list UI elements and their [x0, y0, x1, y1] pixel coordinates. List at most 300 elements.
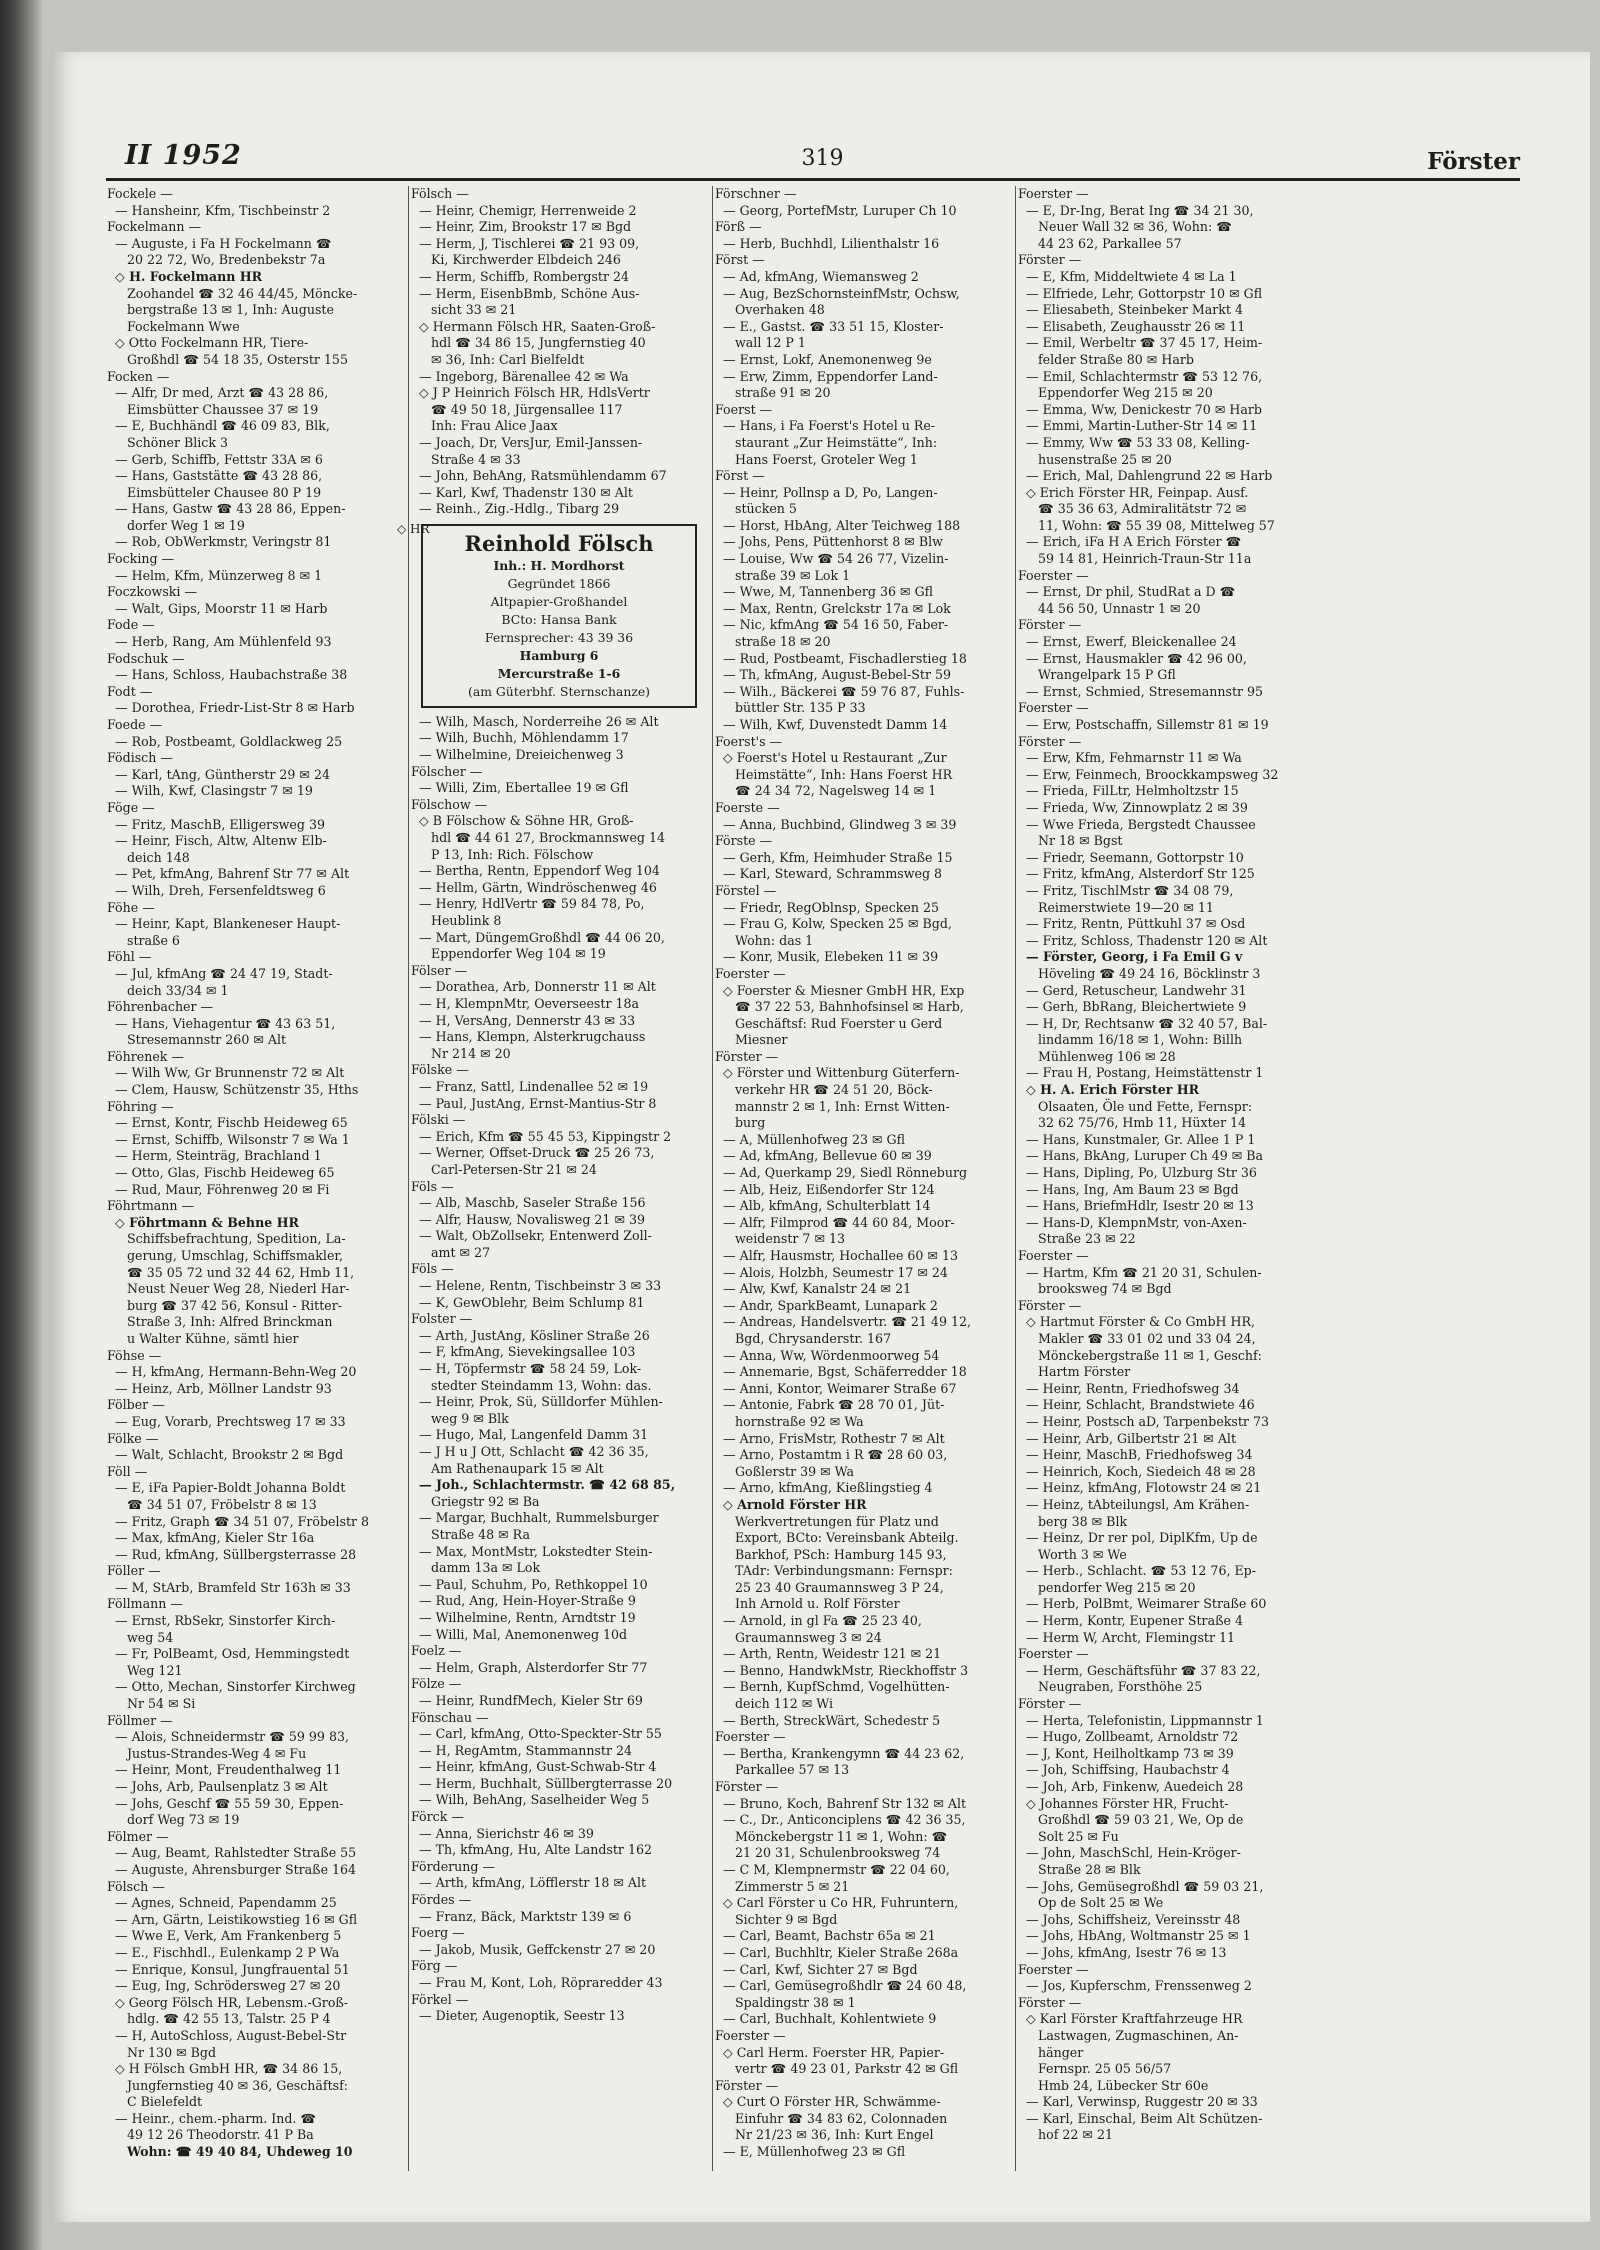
directory-entry: — Hugo, Mal, Langenfeld Damm 31 — [419, 1427, 649, 1443]
entry-continuation: 32 62 75/76, Hmb 11, Hüxter 14 — [1038, 1115, 1247, 1131]
directory-entry: — Johs, kfmAng, Isestr 76 ✉ 13 — [1026, 1944, 1227, 1960]
directory-entry: — Joh., Schlachtermstr. ☎ 42 68 85, — [419, 1477, 676, 1493]
directory-entry: — Hans, BriefmHdlr, Isestr 20 ✉ 13 — [1026, 1198, 1254, 1214]
directory-entry: — Fr, PolBeamt, Osd, Hemmingstedt — [115, 1646, 350, 1662]
directory-entry: — Erw, Postschaffn, Sillemstr 81 ✉ 19 — [1026, 717, 1269, 732]
entry-continuation: Solt 25 ✉ Fu — [1038, 1828, 1119, 1844]
surname-heading: Föhrenek — — [107, 1048, 185, 1064]
directory-entry: — H, kfmAng, Hermann-Behn-Weg 20 — [115, 1364, 357, 1380]
entry-continuation: hdl ☎ 44 61 27, Brockmannsweg 14 — [431, 830, 665, 846]
surname-heading: Foerster — — [1018, 1646, 1089, 1662]
directory-entry: ◇ H. Fockelmann HR — [115, 268, 263, 284]
entry-continuation: Hans Foerst, Groteler Weg 1 — [735, 451, 918, 467]
directory-entry: — Joach, Dr, VersJur, Emil-Janssen- — [419, 434, 643, 450]
entry-continuation: brooksweg 74 ✉ Bgd — [1038, 1281, 1172, 1297]
directory-entry: ◇ J P Heinrich Fölsch HR, HdlsVertr — [419, 385, 650, 401]
directory-entry: — Walt, Gips, Moorstr 11 ✉ Harb — [115, 600, 328, 616]
directory-entry: — Heinr, Prok, Sü, Sülldorfer Mühlen- — [419, 1394, 663, 1410]
directory-entry: — Alfr, Dr med, Arzt ☎ 43 28 86, — [115, 385, 329, 401]
directory-entry: — Karl, Verwinsp, Ruggestr 20 ✉ 33 — [1026, 2094, 1258, 2110]
entry-continuation: Fockelmann Wwe — [127, 318, 240, 334]
entry-continuation: hornstraße 92 ✉ Wa — [735, 1413, 864, 1429]
surname-heading: Fölsch — — [107, 1878, 165, 1894]
directory-entry: — Clem, Hausw, Schützenstr 35, Hths — [115, 1082, 359, 1098]
directory-entry: — Johs, Schiffsheiz, Vereinsstr 48 — [1026, 1911, 1241, 1927]
directory-entry: — Elisabeth, Zeughausstr 26 ✉ 11 — [1026, 318, 1246, 334]
directory-entry: — E, Buchhändl ☎ 46 09 83, Blk, — [115, 418, 330, 434]
entry-continuation: Einfuhr ☎ 34 83 62, Colonnaden — [735, 2110, 948, 2126]
directory-entry: — Ad, kfmAng, Wiemansweg 2 — [723, 268, 919, 284]
entry-continuation: Nr 54 ✉ Si — [127, 1696, 196, 1712]
directory-entry: — Arth, Rentn, Weidestr 121 ✉ 21 — [723, 1646, 942, 1662]
directory-entry: — Emmi, Martin-Luther-Str 14 ✉ 11 — [1026, 418, 1258, 434]
surname-heading: Förschner — — [715, 186, 797, 201]
entry-continuation: Graumannsweg 3 ✉ 24 — [735, 1629, 882, 1645]
directory-entry: — E, Kfm, Middeltwiete 4 ✉ La 1 — [1026, 268, 1237, 284]
entry-continuation: Justus-Strandes-Weg 4 ✉ Fu — [127, 1745, 307, 1761]
directory-entry: — Otto, Mechan, Sinstorfer Kirchweg — [115, 1679, 356, 1695]
directory-entry: — Benno, HandwkMstr, Rieckhoffstr 3 — [723, 1662, 969, 1678]
directory-entry: — Wilh, Buchh, Möhlendamm 17 — [419, 730, 629, 746]
directory-entry: — Georg, PortefMstr, Luruper Ch 10 — [723, 202, 957, 218]
entry-continuation: Carl-Petersen-Str 21 ✉ 24 — [431, 1161, 597, 1177]
directory-entry: — Friedr, Seemann, Gottorpstr 10 — [1026, 849, 1244, 865]
entry-continuation: Griegstr 92 ✉ Ba — [431, 1493, 540, 1509]
surname-heading: Förster — — [715, 1048, 779, 1064]
directory-entry: — Wilh, Kwf, Duvenstedt Damm 14 — [723, 717, 948, 732]
directory-column-4 — [1018, 186, 1312, 2161]
directory-entry: — Hans, Gaststätte ☎ 43 28 86, — [115, 468, 323, 484]
directory-entry: — Ingeborg, Bärenallee 42 ✉ Wa — [419, 368, 629, 384]
directory-entry: — Fritz, Schloss, Thadenstr 120 ✉ Alt — [1026, 932, 1268, 948]
directory-entry: — Heinrich, Koch, Siedeich 48 ✉ 28 — [1026, 1463, 1256, 1479]
entry-continuation: Nr 214 ✉ 20 — [431, 1045, 511, 1061]
surname-heading: Föllmer — — [107, 1712, 173, 1728]
entry-continuation: ☎ 35 05 72 und 32 44 62, Hmb 11, — [127, 1264, 355, 1280]
entry-continuation: Hmb 24, Lübecker Str 60e — [1038, 2077, 1209, 2093]
entry-continuation: C Bielefeldt — [127, 2094, 203, 2110]
advert-bank: BCto: Hansa Bank — [501, 611, 617, 627]
directory-entry: — Bruno, Koch, Bahrenf Str 132 ✉ Alt — [723, 1795, 967, 1811]
directory-entry: — Alw, Kwf, Kanalstr 24 ✉ 21 — [723, 1281, 912, 1297]
directory-entry: — Fritz, Graph ☎ 34 51 07, Fröbelstr 8 — [115, 1513, 370, 1529]
surname-heading: Föhe — — [107, 899, 155, 915]
surname-heading: Förster — — [1018, 617, 1082, 633]
directory-entry: — Heinr, Chemigr, Herrenweide 2 — [419, 202, 637, 218]
directory-entry: — Johs, Arb, Paulsenplatz 3 ✉ Alt — [115, 1779, 328, 1794]
surname-heading: Förster — — [1018, 1994, 1082, 2010]
directory-entry: — J, Kont, Heilholtkamp 73 ✉ 39 — [1026, 1745, 1234, 1761]
entry-continuation: straße 18 ✉ 20 — [735, 634, 831, 650]
directory-entry: ◇ Carl Förster u Co HR, Fuhruntern, — [723, 1895, 959, 1911]
surname-heading: Föls — — [411, 1261, 454, 1277]
entry-continuation: deich 33/34 ✉ 1 — [127, 982, 229, 998]
directory-entry: — Wwe E, Verk, Am Frankenberg 5 — [115, 1928, 342, 1944]
directory-entry: — Helm, Kfm, Münzerweg 8 ✉ 1 — [115, 567, 323, 583]
directory-entry: — Herm W, Archt, Flemingstr 11 — [1026, 1629, 1236, 1645]
advert-note: (am Güterbhf. Sternschanze) — [468, 683, 650, 699]
directory-entry: — Heinz, tAbteilungsl, Am Krähen- — [1026, 1496, 1250, 1512]
page-header — [125, 140, 1520, 180]
directory-entry: — Jakob, Musik, Geffckenstr 27 ✉ 20 — [419, 1941, 656, 1957]
directory-entry: — Hans, i Fa Foerst's Hotel u Re- — [723, 418, 936, 434]
directory-entry: — Carl, Buchhalt, Kohlentwiete 9 — [723, 2011, 937, 2027]
directory-entry: — Rud, Maur, Föhrenweg 20 ✉ Fi — [115, 1181, 330, 1197]
directory-entry: — Herb., Schlacht. ☎ 53 12 76, Ep- — [1026, 1563, 1256, 1579]
entry-continuation: Parkallee 57 ✉ 13 — [735, 1762, 850, 1778]
directory-entry: — H, Töpfermstr ☎ 58 24 59, Lok- — [419, 1361, 642, 1377]
directory-entry: — Wilh, Masch, Norderreihe 26 ✉ Alt — [419, 713, 659, 729]
directory-entry: — Arno, FrisMstr, Rothestr 7 ✉ Alt — [723, 1430, 945, 1446]
directory-entry: — Bernh, KupfSchmd, Vogelhütten- — [723, 1679, 950, 1695]
directory-entry: — H, AutoSchloss, August-Bebel-Str — [115, 2027, 347, 2043]
entry-continuation: husenstraße 25 ✉ 20 — [1038, 451, 1172, 467]
entry-continuation: verkehr HR ☎ 24 51 20, Böck- — [735, 1082, 933, 1098]
directory-entry: — Konr, Musik, Elebeken 11 ✉ 39 — [723, 949, 939, 965]
entry-continuation: weg 9 ✉ Blk — [431, 1410, 509, 1426]
directory-entry: — E, Dr-Ing, Berat Ing ☎ 34 21 30, — [1026, 202, 1254, 218]
directory-entry: — Alb, Maschb, Saseler Straße 156 — [419, 1195, 646, 1211]
directory-entry: — Andreas, Handelsvertr. ☎ 21 49 12, — [723, 1314, 971, 1330]
surname-heading: Foerster — — [715, 965, 786, 981]
advert-company-name: Reinhold Fölsch — [464, 530, 654, 556]
directory-entry: — Herb, Rang, Am Mühlenfeld 93 — [115, 634, 332, 650]
surname-heading: Förderung — — [411, 1858, 496, 1874]
directory-entry: — Gerb, Schiffb, Fettstr 33A ✉ 6 — [115, 451, 323, 467]
directory-entry: — Auguste, i Fa H Fockelmann ☎ — [115, 235, 332, 251]
entry-continuation: 20 22 72, Wo, Bredenbekstr 7a — [127, 252, 326, 268]
advert-city: Hamburg 6 — [519, 647, 599, 663]
entry-continuation: Sichter 9 ✉ Bgd — [735, 1911, 838, 1927]
surname-heading: Föhl — — [107, 949, 152, 965]
directory-entry: — Heinz, Dr rer pol, DiplKfm, Up de — [1026, 1530, 1258, 1546]
directory-entry: — Emil, Werbeltr ☎ 37 45 17, Heim- — [1026, 335, 1263, 351]
directory-entry: — Frau G, Kolw, Specken 25 ✉ Bgd, — [723, 916, 952, 932]
directory-entry: — Alb, Heiz, Eißendorfer Str 124 — [723, 1181, 935, 1197]
entry-continuation: Barkhof, PSch: Hamburg 145 93, — [735, 1546, 947, 1562]
entry-continuation: Mühlenweg 106 ✉ 28 — [1038, 1048, 1176, 1064]
surname-heading: Förster — — [715, 2077, 779, 2093]
entry-continuation: Wrangelpark 15 P Gfl — [1038, 667, 1176, 683]
directory-entry: — Karl, Steward, Schrammsweg 8 — [723, 866, 943, 882]
entry-continuation: stedter Steindamm 13, Wohn: das. — [431, 1377, 652, 1393]
surname-heading: Förck — — [411, 1809, 464, 1825]
surname-heading: Förster — — [715, 1779, 779, 1794]
surname-heading: Foczkowski — — [107, 584, 198, 600]
directory-entry: — Heinr, Pollnsp a D, Po, Langen- — [723, 484, 938, 500]
entry-continuation: dorfer Weg 1 ✉ 19 — [127, 517, 245, 533]
directory-entry: — K, GewOblehr, Beim Schlump 81 — [419, 1294, 645, 1310]
directory-entry: — Ernst, Lokf, Anemonenweg 9e — [723, 351, 932, 367]
directory-entry: — Jos, Kupferschm, Frenssenweg 2 — [1026, 1978, 1252, 1994]
directory-entry: — Rud, Ang, Hein-Hoyer-Straße 9 — [419, 1593, 636, 1609]
directory-entry: — Heinr, Rentn, Friedhofsweg 34 — [1026, 1380, 1240, 1396]
directory-entry: — Alois, Schneidermstr ☎ 59 99 83, — [115, 1729, 349, 1745]
surname-heading: Fölmer — — [107, 1828, 169, 1844]
surname-heading: Foerster — — [1018, 186, 1089, 201]
surname-heading: Först — — [715, 252, 765, 268]
entry-continuation: ☎ 24 34 72, Nagelsweg 14 ✉ 1 — [735, 783, 937, 799]
advert-owner: Inh.: H. Mordhorst — [493, 557, 625, 573]
directory-entry: — Wilhelmine, Rentn, Arndtstr 19 — [419, 1609, 636, 1625]
entry-continuation: dorf Weg 73 ✉ 19 — [127, 1812, 240, 1828]
directory-entry: — Wilh, Dreh, Fersenfeldtsweg 6 — [115, 882, 326, 898]
entry-continuation: Inh Arnold u. Rolf Förster — [735, 1596, 900, 1612]
entry-continuation: 21 20 31, Schulenbrooksweg 74 — [735, 1845, 941, 1861]
entry-continuation: Heimstätte“, Inh: Hans Foerst HR — [735, 766, 953, 782]
directory-entry: — Andr, SparkBeamt, Lunapark 2 — [723, 1297, 938, 1313]
surname-heading: Fodt — — [107, 683, 153, 699]
directory-entry: — Reinh., Zig.-Hdlg., Tibarg 29 — [419, 501, 620, 517]
directory-column-1 — [107, 186, 401, 2161]
surname-heading: Foede — — [107, 717, 163, 732]
directory-entry: — M, StArb, Bramfeld Str 163h ✉ 33 — [115, 1579, 351, 1595]
directory-entry: — John, BehAng, Ratsmühlendamm 67 — [419, 468, 667, 484]
surname-heading: Foerster — — [1018, 567, 1089, 583]
entry-continuation: felder Straße 80 ✉ Harb — [1038, 351, 1194, 367]
surname-heading: Fockele — — [107, 186, 173, 201]
directory-entry: — Hansheinr, Kfm, Tischbeinstr 2 — [115, 202, 331, 218]
directory-entry: — Carl, Beamt, Bachstr 65a ✉ 21 — [723, 1928, 936, 1944]
directory-entry: — Bertha, Krankengymn ☎ 44 23 62, — [723, 1745, 965, 1761]
directory-entry: — Johs, Geschf ☎ 55 59 30, Eppen- — [115, 1795, 344, 1811]
directory-entry: — Willi, Mal, Anemonenweg 10d — [419, 1626, 628, 1642]
directory-entry: — Herm, Kontr, Eupener Straße 4 — [1026, 1613, 1243, 1629]
directory-entry: — Rud, kfmAng, Süllbergsterrasse 28 — [115, 1546, 357, 1562]
surname-heading: Foerster — — [1018, 1961, 1089, 1977]
directory-entry: — F, kfmAng, Sievekingsallee 103 — [419, 1344, 636, 1360]
directory-entry: — Ernst, Hausmakler ☎ 42 96 00, — [1026, 650, 1247, 666]
surname-heading: Fode — — [107, 617, 155, 633]
entry-continuation: lindamm 16/18 ✉ 1, Wohn: Billh — [1038, 1032, 1243, 1048]
directory-entry: — Alfr, Hausmstr, Hochallee 60 ✉ 13 — [723, 1248, 959, 1263]
directory-entry: — Hans, BkAng, Luruper Ch 49 ✉ Ba — [1026, 1148, 1264, 1164]
surname-heading: Foerster — — [1018, 1248, 1089, 1263]
entry-continuation: Wohn: ☎ 49 40 84, Uhdeweg 10 — [127, 2144, 353, 2160]
entry-continuation: ✉ 36, Inh: Carl Bielfeldt — [431, 351, 585, 367]
directory-entry: — Frau H, Postang, Heimstättenstr 1 — [1026, 1065, 1264, 1081]
directory-column-3 — [715, 186, 1009, 2161]
entry-continuation: weg 54 — [127, 1629, 174, 1645]
entry-continuation: u Walter Kühne, sämtl hier — [127, 1330, 299, 1346]
directory-entry: — Fritz, MaschB, Elligersweg 39 — [115, 816, 325, 832]
directory-entry: — Arno, kfmAng, Kießlingstieg 4 — [723, 1480, 933, 1496]
surname-heading: Fölschow — — [411, 796, 488, 812]
entry-continuation: wall 12 P 1 — [735, 335, 806, 351]
directory-entry: ◇ Johannes Förster HR, Frucht- — [1026, 1795, 1229, 1811]
entry-continuation: burg — [735, 1115, 766, 1131]
advert-street: Mercurstraße 1-6 — [497, 665, 621, 681]
directory-entry: — Paul, Schuhm, Po, Rethkoppel 10 — [419, 1576, 648, 1592]
surname-heading: Förstel — — [715, 882, 777, 898]
entry-continuation: Weg 121 — [127, 1662, 183, 1678]
entry-continuation: Zimmerstr 5 ✉ 21 — [735, 1878, 850, 1894]
surname-heading: Föls — — [411, 1178, 454, 1194]
entry-continuation: Neugraben, Forsthöhe 25 — [1038, 1679, 1203, 1695]
directory-entry: — Alfr, Hausw, Novalisweg 21 ✉ 39 — [419, 1211, 646, 1227]
advert-founded: Gegründet 1866 — [507, 575, 611, 591]
directory-entry: — Friedr, RegOblnsp, Specken 25 — [723, 899, 940, 915]
directory-entry: — Herm, Schiffb, Rombergstr 24 — [419, 268, 630, 284]
directory-entry: — Carl, Gemüsegroßhdlr ☎ 24 60 48, — [723, 1978, 967, 1994]
entry-continuation: straße 6 — [127, 932, 180, 948]
directory-entry: ◇ Arnold Förster HR — [723, 1496, 867, 1512]
directory-entry: — Erw, Feinmech, Broockkampsweg 32 — [1026, 766, 1279, 782]
directory-entry: — Erich, iFa H A Erich Förster ☎ — [1026, 534, 1242, 550]
entry-continuation: 44 23 62, Parkallee 57 — [1038, 235, 1182, 251]
directory-entry: — Mart, DüngemGroßhdl ☎ 44 06 20, — [419, 929, 665, 945]
directory-entry: — Hans, Gastw ☎ 43 28 86, Eppen- — [115, 501, 346, 517]
directory-entry: — Wwe Frieda, Bergstedt Chaussee — [1026, 816, 1256, 832]
directory-entry: — Margar, Buchhalt, Rummelsburger — [419, 1510, 659, 1526]
directory-entry: — Ernst, Schiffb, Wilsonstr 7 ✉ Wa 1 — [115, 1131, 350, 1147]
surname-heading: Föhrenbacher — — [107, 999, 214, 1015]
entry-continuation: Worth 3 ✉ We — [1038, 1546, 1127, 1562]
directory-entry: — Erich, Mal, Dahlengrund 22 ✉ Harb — [1026, 468, 1273, 484]
directory-entry: — Fritz, Rentn, Püttkuhl 37 ✉ Osd — [1026, 916, 1246, 932]
directory-entry: — Karl, Einschal, Beim Alt Schützen- — [1026, 2110, 1263, 2126]
directory-entry: ◇ H. A. Erich Förster HR — [1026, 1082, 1200, 1098]
directory-entry: — Ad, Querkamp 29, Siedl Rönneburg — [723, 1165, 968, 1181]
directory-entry: — Elfriede, Lehr, Gottorpstr 10 ✉ Gfl — [1026, 285, 1263, 301]
entry-continuation: Geschäftsf: Rud Foerster u Gerd — [735, 1015, 943, 1031]
entry-continuation: Schiffsbefrachtung, Spedition, La- — [127, 1231, 346, 1247]
directory-entry: — Heinz, kfmAng, Flotowstr 24 ✉ 21 — [1026, 1480, 1262, 1496]
surname-heading: Förster — — [1018, 252, 1082, 268]
header-rule — [106, 178, 1520, 181]
directory-entry: — Heinr, Postsch aD, Tarpenbekstr 73 — [1026, 1413, 1269, 1429]
entry-continuation: stücken 5 — [735, 501, 797, 517]
directory-entry: — Eug, Vorarb, Prechtsweg 17 ✉ 33 — [115, 1413, 346, 1429]
entry-continuation: 44 56 50, Unnastr 1 ✉ 20 — [1038, 600, 1201, 616]
directory-entry: — Arnold, in gl Fa ☎ 25 23 40, — [723, 1613, 922, 1629]
surname-heading: Förster — — [1018, 1297, 1082, 1313]
directory-entry: — Wilh, BehAng, Saselheider Weg 5 — [419, 1792, 650, 1808]
directory-entry: — Franz, Sattl, Lindenallee 52 ✉ 19 — [419, 1078, 649, 1094]
entry-continuation: burg ☎ 37 42 56, Konsul - Ritter- — [127, 1297, 343, 1313]
entry-continuation: bergstraße 13 ✉ 1, Inh: Auguste — [127, 302, 334, 318]
entry-continuation: Höveling ☎ 49 24 16, Böcklinstr 3 — [1038, 965, 1261, 981]
surname-heading: Förß — — [715, 219, 762, 235]
directory-entry: — Emil, Schlachtermstr ☎ 53 12 76, — [1026, 368, 1263, 384]
entry-continuation: hänger — [1038, 2044, 1084, 2060]
surname-heading: Föhring — — [107, 1098, 174, 1114]
directory-entry: ◇ Foerst's Hotel u Restaurant „Zur — [723, 750, 947, 766]
surname-heading: Förster — — [1018, 733, 1082, 749]
directory-entry: — Paul, JustAng, Ernst-Mantius-Str 8 — [419, 1095, 657, 1111]
directory-entry: ◇ Foerster & Miesner GmbH HR, Exp — [723, 982, 965, 998]
directory-entry: — Arn, Gärtn, Leistikowstieg 16 ✉ Gfl — [115, 1911, 358, 1927]
directory-entry: — Ernst, Kontr, Fischb Heideweg 65 — [115, 1115, 348, 1131]
volume-label: II 1952 — [125, 140, 242, 171]
directory-entry: — Carl, Buchhltr, Kieler Straße 268a — [723, 1944, 959, 1960]
directory-entry: — Herta, Telefonistin, Lippmannstr 1 — [1026, 1712, 1264, 1728]
directory-entry: — Anna, Sierichstr 46 ✉ 39 — [419, 1825, 594, 1841]
surname-heading: Förste — — [715, 833, 773, 849]
entry-continuation: 59 14 81, Heinrich-Traun-Str 11a — [1038, 551, 1252, 567]
directory-entry: — E, Müllenhofweg 23 ✉ Gfl — [723, 2144, 906, 2160]
directory-entry: — Henry, HdlVertr ☎ 59 84 78, Po, — [419, 896, 645, 912]
directory-entry: ◇ Karl Förster Kraftfahrzeuge HR — [1026, 2011, 1243, 2027]
entry-continuation: Nr 130 ✉ Bgd — [127, 2044, 217, 2060]
directory-entry: — Wilh., Bäckerei ☎ 59 76 87, Fuhls- — [723, 683, 965, 699]
entry-continuation: straße 39 ✉ Lok 1 — [735, 567, 851, 583]
directory-entry: — Aug, BezSchornsteinfMstr, Ochsw, — [723, 285, 960, 301]
directory-entry: — Nic, kfmAng ☎ 54 16 50, Faber- — [723, 617, 949, 633]
entry-continuation: Großhdl ☎ 54 18 35, Osterstr 155 — [127, 351, 348, 367]
entry-continuation: Hartm Förster — [1038, 1364, 1131, 1380]
directory-entry: — Rud, Postbeamt, Fischadlerstieg 18 — [723, 650, 967, 666]
directory-entry: — Emma, Ww, Denickestr 70 ✉ Harb — [1026, 401, 1262, 417]
surname-heading: Föll — — [107, 1463, 148, 1479]
entry-continuation: weidenstr 7 ✉ 13 — [735, 1231, 846, 1247]
entry-continuation: Overhaken 48 — [735, 302, 825, 318]
directory-entry: — Otto, Glas, Fischb Heideweg 65 — [115, 1165, 335, 1181]
directory-entry: — Herm, J, Tischlerei ☎ 21 93 09, — [419, 235, 640, 251]
directory-entry: ◇ Carl Herm. Foerster HR, Papier- — [723, 2044, 945, 2060]
directory-entry: — H, RegAmtm, Stammannstr 24 — [419, 1742, 633, 1758]
directory-entry: — Gerd, Retuscheur, Landwehr 31 — [1026, 982, 1247, 998]
directory-entry: — Karl, tAng, Güntherstr 29 ✉ 24 — [115, 766, 330, 782]
surname-heading: Focken — — [107, 368, 170, 384]
entry-continuation: P 13, Inh: Rich. Fölschow — [431, 846, 594, 862]
directory-entry: — Th, kfmAng, August-Bebel-Str 59 — [723, 667, 952, 683]
directory-entry: — Frieda, Ww, Zinnowplatz 2 ✉ 39 — [1026, 799, 1248, 815]
directory-entry: ◇ B Fölschow & Söhne HR, Groß- — [419, 813, 634, 829]
surname-heading: Föller — — [107, 1563, 161, 1579]
advertisement-box — [397, 521, 697, 708]
directory-entry: — Karl, Kwf, Thadenstr 130 ✉ Alt — [419, 484, 633, 500]
directory-entry: — Hellm, Gärtn, Windröschenweg 46 — [419, 879, 657, 895]
entry-continuation: Eimsbütter Chaussee 37 ✉ 19 — [127, 401, 319, 417]
entry-continuation: pendorfer Weg 215 ✉ 20 — [1038, 1579, 1196, 1595]
directory-entry: — H, Dr, Rechtsanw ☎ 32 40 57, Bal- — [1026, 1015, 1268, 1031]
entry-continuation: mannstr 2 ✉ 1, Inh: Ernst Witten- — [735, 1098, 950, 1114]
directory-entry: — Hans, Viehagentur ☎ 43 63 51, — [115, 1015, 336, 1031]
directory-entry: — Hans, Klempn, Alsterkrugchauss — [419, 1029, 646, 1045]
surname-heading: Föhrtmann — — [107, 1198, 195, 1214]
directory-entry: — Walt, ObZollsekr, Entenwerd Zoll- — [419, 1228, 652, 1244]
directory-entry: — Heinz, Arb, Möllner Landstr 93 — [115, 1380, 332, 1396]
entry-continuation: Straße 23 ✉ 22 — [1038, 1231, 1136, 1247]
directory-entry: — Anni, Kontor, Weimarer Straße 67 — [723, 1380, 957, 1396]
directory-entry: — Dorathea, Arb, Donnerstr 11 ✉ Alt — [419, 979, 656, 995]
directory-entry: — Rob, Postbeamt, Goldlackweg 25 — [115, 733, 343, 749]
directory-entry: — Hans, Ing, Am Baum 23 ✉ Bgd — [1026, 1181, 1239, 1197]
surname-heading: Folster — — [411, 1311, 473, 1327]
entry-continuation: hof 22 ✉ 21 — [1038, 2127, 1113, 2143]
directory-entry: — Hans, Schloss, Haubachstraße 38 — [115, 667, 348, 683]
directory-entry: — E., Fischhdl., Eulenkamp 2 P Wa — [115, 1944, 340, 1960]
directory-entry: — Walt, Schlacht, Brookstr 2 ✉ Bgd — [115, 1447, 344, 1463]
directory-entry: ◇ Georg Fölsch HR, Lebensm.-Groß- — [115, 1994, 349, 2010]
directory-entry: — Herb, PolBmt, Weimarer Straße 60 — [1026, 1596, 1267, 1612]
entry-continuation: Schöner Blick 3 — [127, 434, 228, 450]
directory-entry: — Hans, Dipling, Po, Ulzburg Str 36 — [1026, 1165, 1257, 1181]
surname-heading: Foerster — — [715, 1729, 786, 1745]
directory-entry: — Arth, JustAng, Kösliner Straße 26 — [419, 1327, 650, 1343]
directory-entry: ◇ Förster und Wittenburg Güterfern- — [723, 1065, 960, 1081]
surname-heading: Förkel — — [411, 1991, 469, 2007]
entry-continuation: amt ✉ 27 — [431, 1244, 491, 1260]
directory-entry: — Th, kfmAng, Hu, Alte Landstr 162 — [419, 1842, 652, 1858]
directory-entry: — Wilh, Kwf, Clasingstr 7 ✉ 19 — [115, 783, 313, 799]
directory-entry: — Horst, HbAng, Alter Teichweg 188 — [723, 517, 961, 533]
directory-entry: — Heinr, Arb, Gilbertstr 21 ✉ Alt — [1026, 1430, 1237, 1446]
entry-continuation: hdl ☎ 34 86 15, Jungfernstieg 40 — [431, 335, 646, 351]
entry-continuation: Miesner — [735, 1032, 788, 1048]
entry-continuation: Export, BCto: Vereinsbank Abteilg. — [735, 1530, 959, 1546]
